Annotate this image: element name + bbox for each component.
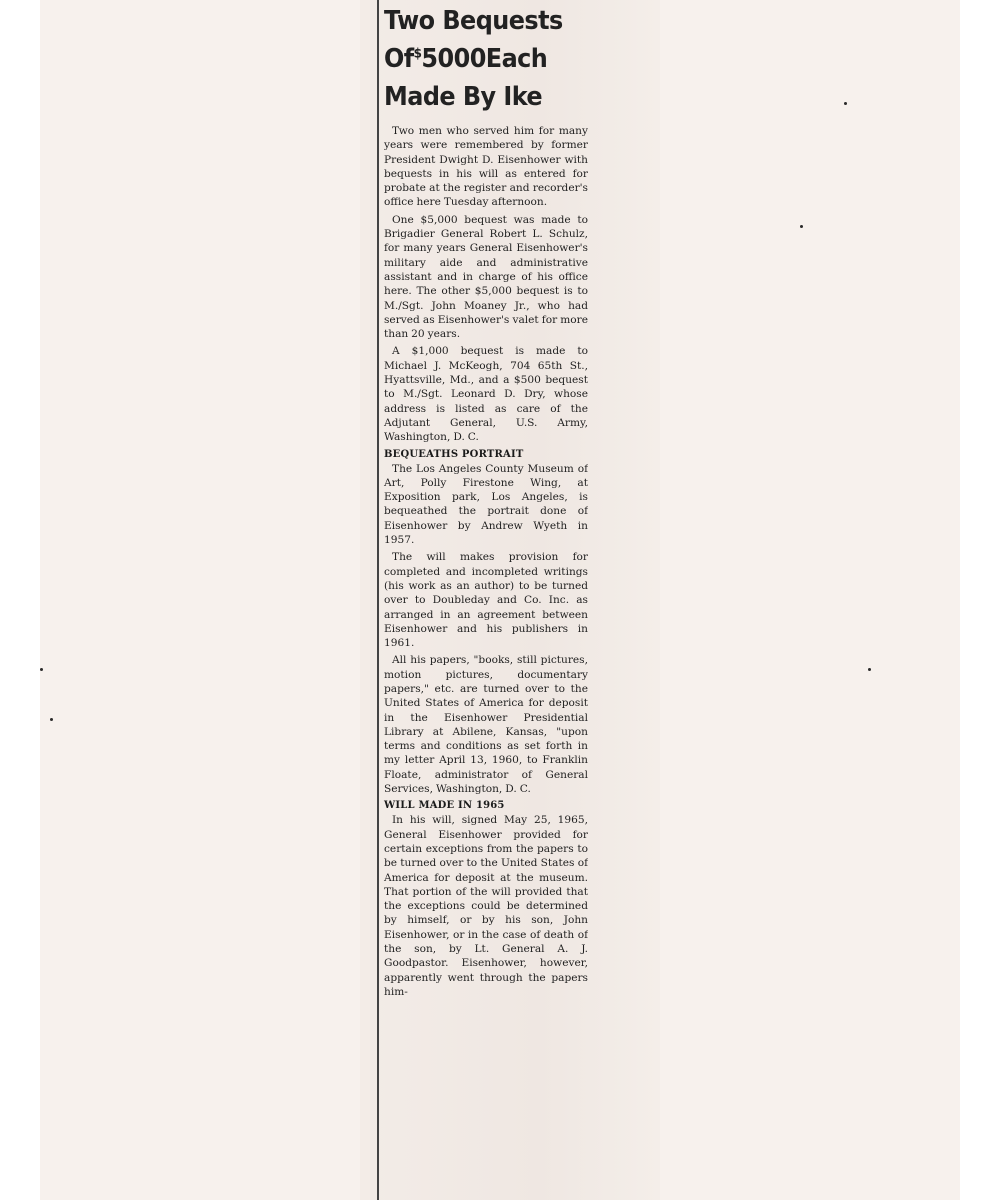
article-paragraph: Two men who served him for many years were remembered by former President Dwight D. Eisenhower with bequests in his will as entered for probate at the register and recorder's office here Tuesday afternoon. xyxy=(384,125,588,209)
dust-speck xyxy=(868,668,871,671)
article-headline xyxy=(384,2,582,116)
headline-line-2 xyxy=(384,40,582,78)
article-paragraph: The will makes provision for completed and incompleted writings (his work as an author) to be turned over to Doubleday and Co. Inc. as arranged in an agreement between Eisenhower and his publishers in 1961. xyxy=(384,551,588,650)
dust-speck xyxy=(40,668,43,671)
scan-background xyxy=(40,0,960,1200)
headline-line-3: Made By Ike xyxy=(384,82,543,112)
headline-prefix: Of xyxy=(384,44,414,74)
article-paragraph: The Los Angeles County Museum of Art, Polly Firestone Wing, at Exposition park, Los Angeles, is bequeathed the portrait done of Eisenhower by Andrew Wyeth in 1957. xyxy=(384,462,588,547)
article-paragraph: A $1,000 bequest is made to Michael J. McKeogh, 704 65th St., Hyattsville, Md., and a $500 bequest to M./Sgt. Leonard D. Dry, whose address is listed as care of the Adjutant General, U.S. Army, Washington, D. C. xyxy=(384,345,588,444)
dust-speck xyxy=(844,102,847,105)
article-subhead: BEQUEATHS PORTRAIT xyxy=(384,448,524,460)
headline-line-1: Two Bequests xyxy=(384,6,563,36)
article-paragraph: One $5,000 bequest was made to Brigadier General Robert L. Schulz, for many years General Eisenhower's military aide and administrative assistant and in charge of his office here. The other $5,000 bequest is to M./Sgt. John Moaney Jr., who had served as Eisenhower's valet for more than 20 years. xyxy=(384,213,588,341)
dust-speck xyxy=(800,225,803,228)
article-paragraph: All his papers, "books, still pictures, motion pictures, documentary papers," etc. are turned over to the United States of America for deposit in the Eisenhower Presidential Library at Abilene, Kansas, "upon terms and conditions as set forth in my letter April 13, 1960, to Franklin Floate, administrator of General Services, Washington, D. C. xyxy=(384,654,588,796)
dust-speck xyxy=(50,718,53,721)
headline-amount: 5000Each xyxy=(421,44,548,74)
article-column xyxy=(377,0,588,1200)
headline-dollar-sign: $ xyxy=(413,46,422,62)
article-paragraph: In his will, signed May 25, 1965, General Eisenhower provided for certain exceptions from the papers to be turned over to the United States of America for deposit at the museum. That portion of the will provided that the exceptions could be determined by himself, or by his son, John Eisenhower, or in the case of death of the son, by Lt. General A. J. Goodpastor. Eisenhower, however, apparently went through the papers him- xyxy=(384,814,588,998)
article-subhead: WILL MADE IN 1965 xyxy=(384,800,505,812)
